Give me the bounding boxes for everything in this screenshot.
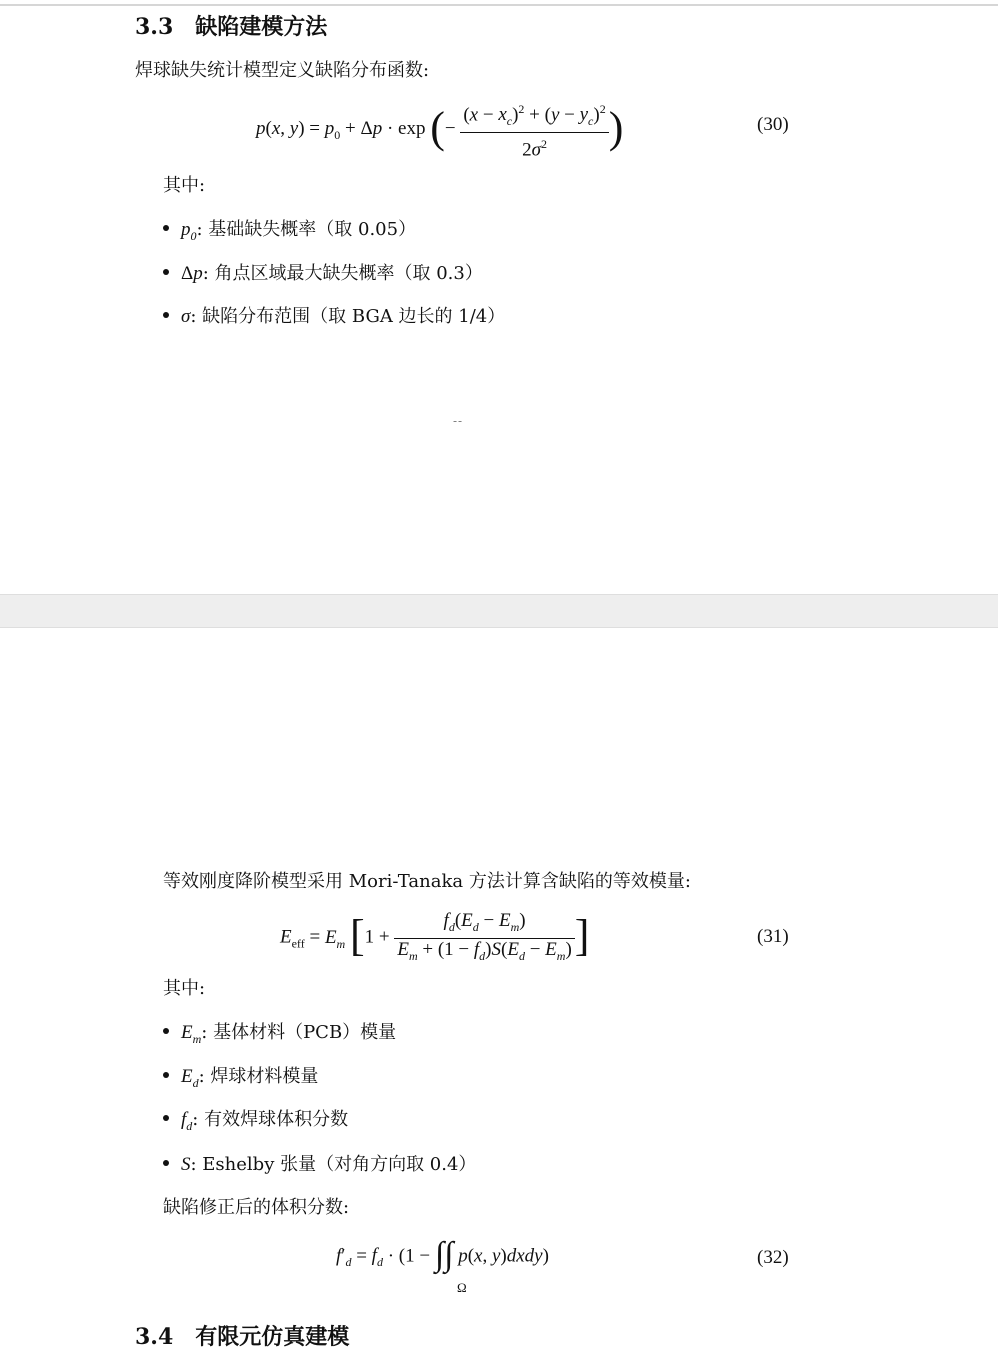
section-title: 缺陷建模方法 [195, 14, 328, 40]
list-item [163, 302, 505, 328]
page-top-border [0, 4, 998, 6]
list-item [163, 215, 416, 244]
paragraph-defect-distribution-intro: 焊球缺失统计模型定义缺陷分布函数: [135, 60, 430, 81]
where-label: 其中: [163, 175, 206, 196]
section-number: 3.3 [135, 14, 174, 40]
section-title: 有限元仿真建模 [195, 1324, 350, 1350]
section-heading-3-3 [135, 10, 327, 41]
list-item-text: : Eshelby 张量（对角方向取 0.4） [190, 1154, 477, 1175]
where-label: 其中: [163, 978, 206, 999]
math-symbol: $E_d$ [181, 1066, 199, 1090]
math-symbol: $p_0$ [181, 219, 197, 243]
equation-30: p(x, $y) = p_0 + \Delta p \cdot \exp$ (− $\frac{(x - x_c)^2 + (y - y_c)^2}{2\sigma^2}$ ) [256, 98, 623, 161]
list-item-text: : 有效焊球体积分数 [192, 1109, 349, 1130]
equation-31: $E_{eff} = E_m$ [1 + $\frac{f_d(E_d - E_m)}{E_m + (1 - f_d)S(E_d - E_m)}$ ] [280, 910, 590, 963]
integral-domain-omega: Ω [457, 1280, 467, 1295]
list-item [163, 1150, 476, 1176]
list-item-text: : 角点区域最大缺失概率（取 0.3） [202, 263, 483, 284]
math-symbol: $f_d$ [181, 1109, 193, 1133]
list-item-text: : 基体材料（PCB）模量 [201, 1022, 397, 1043]
list-item [163, 1062, 318, 1091]
equation-number-32: (32) [757, 1247, 789, 1268]
section-heading-3-4 [135, 1320, 349, 1351]
math-symbol: S [181, 1154, 191, 1175]
page-separator [0, 594, 998, 628]
equation-32: $f'_d = f_d \cdot (1$ − ∫∫ p(x, y)dxdy) [336, 1236, 549, 1273]
equation-number-31: (31) [757, 926, 789, 947]
paragraph-mori-tanaka-intro: 等效刚度降阶模型采用 Mori-Tanaka 方法计算含缺陷的等效模量: [163, 871, 691, 892]
list-item-text: : 基础缺失概率（取 0.05） [196, 219, 417, 240]
math-symbol: $E_m$ [181, 1022, 202, 1046]
list-item [163, 1105, 348, 1134]
list-item-text: : 焊球材料模量 [198, 1066, 319, 1087]
page-number: -- [453, 414, 464, 428]
section-number: 3.4 [135, 1324, 174, 1350]
list-item [163, 1018, 396, 1047]
math-symbol: σ [181, 306, 191, 327]
equation-number-30: (30) [757, 114, 789, 135]
list-item-text: : 缺陷分布范围（取 BGA 边长的 1/4） [190, 306, 506, 327]
math-symbol: Δp [181, 263, 203, 284]
paragraph-corrected-volume-fraction: 缺陷修正后的体积分数: [163, 1197, 350, 1218]
list-item [163, 259, 483, 285]
